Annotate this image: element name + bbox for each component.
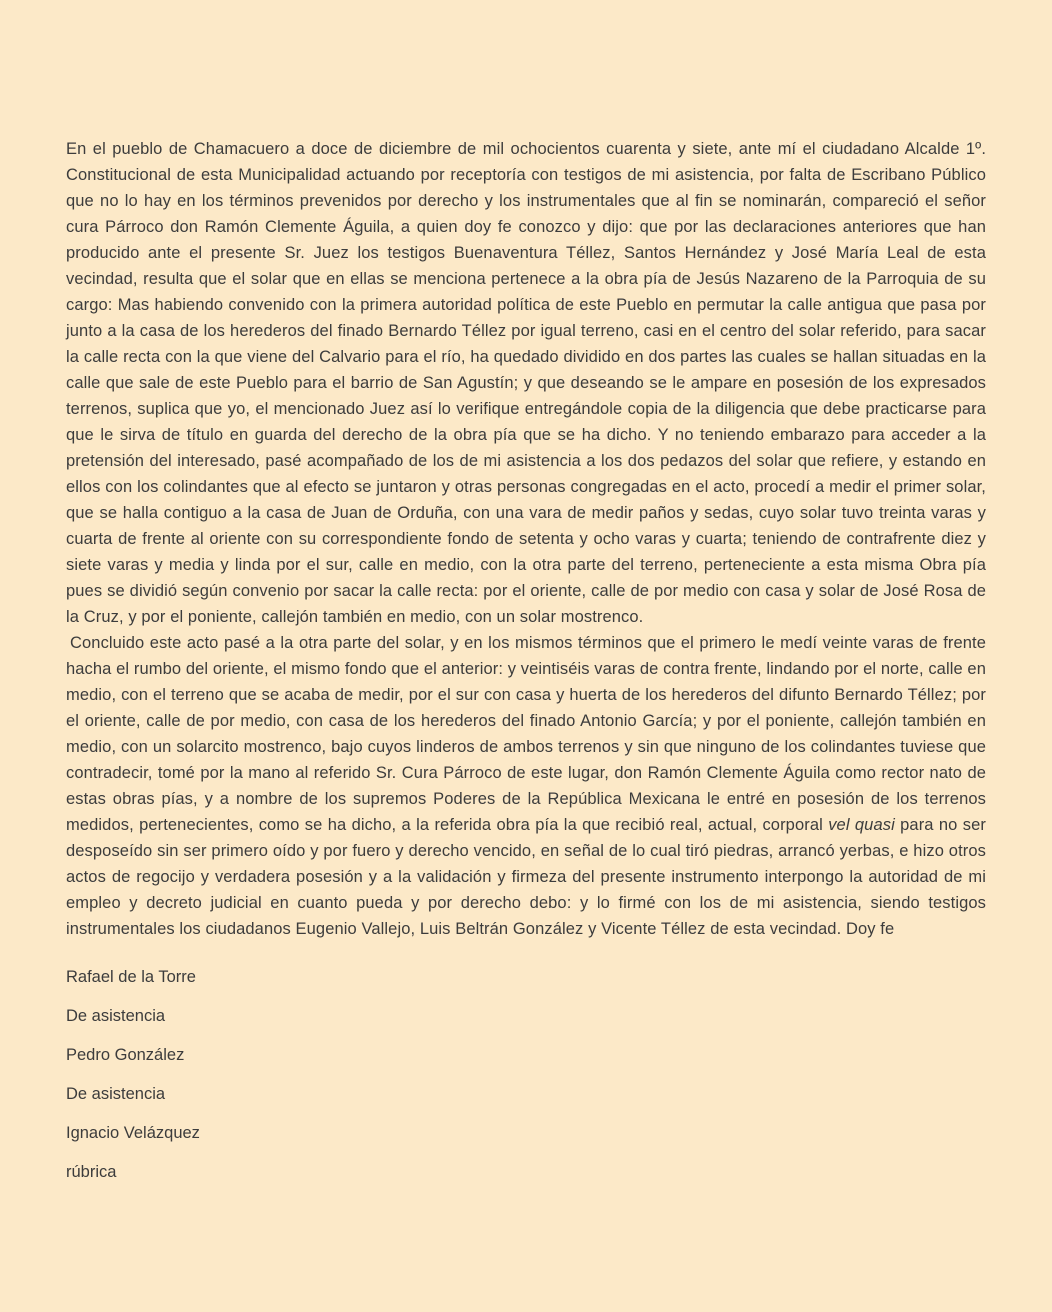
signature-role-de-asistencia-1: De asistencia	[66, 1007, 166, 1025]
signature-rubrica: rúbrica	[66, 1163, 117, 1181]
paragraph-2-text-before: Concluido este acto pasé a la otra parte del solar, y en los mismos términos que el primero le medí veinte varas de frente hacha el rumbo del oriente, el mismo fondo que el anterior: y veintiséis varas de contra frente, lindando por el norte, calle en medio, con el terreno que se acaba de medir, por el sur con casa y huerta de los herederos del difunto Bernardo Téllez; por el oriente, calle de por medio, con casa de los herederos del finado Antonio García; y por el poniente, callejón también en medio, con un solarcito mostrenco, bajo cuyos linderos de ambos terrenos y sin que ninguno de los colindantes tuviese que contradecir, tomé por la mano al referido Sr. Cura Párroco de este lugar, don Ramón Clemente Águila como rector nato de estas obras pías, y a nombre de los supremos Poderes de la República Mexicana le entré en posesión de los terrenos medidos, pertenecientes, como se ha dicho, a la referida obra pía la que recibió real, actual, corporal	[66, 634, 986, 834]
signature-block	[66, 951, 986, 1185]
signature-name-rafael-de-la-torre: Rafael de la Torre	[66, 968, 196, 986]
signature-name-ignacio-velazquez: Ignacio Velázquez	[66, 1124, 200, 1142]
latin-phrase-vel-quasi: vel quasi	[828, 816, 895, 834]
signature-name-pedro-gonzalez: Pedro González	[66, 1046, 185, 1064]
signature-role-de-asistencia-2: De asistencia	[66, 1085, 166, 1103]
paragraph-1: En el pueblo de Chamacuero a doce de diciembre de mil ochocientos cuarenta y siete, ante mí el ciudadano Alcalde 1º. Constitucional de esta Municipalidad actuando por receptoría con testigos de mi asistencia, por falta de Escribano Público que no lo hay en los términos prevenidos por derecho y los instrumentales que al fin se nominarán, compareció el señor cura Párroco don Ramón Clemente Águila, a quien doy fe conozco y dijo: que por las declaraciones anteriores que han producido ante el presente Sr. Juez los testigos Buenaventura Téllez, Santos Hernández y José María Leal de esta vecindad, resulta que el solar que en ellas se menciona pertenece a la obra pía de Jesús Nazareno de la Parroquia de su cargo: Mas habiendo convenido con la primera autoridad política de este Pueblo en permutar la calle antigua que pasa por junto a la casa de los herederos del finado Bernardo Téllez por igual terreno, casi en el centro del solar referido, para sacar la calle recta con la que viene del Calvario para el río, ha quedado dividido en dos partes las cuales se hallan situadas en la calle que sale de este Pueblo para el barrio de San Agustín; y que deseando se le ampare en posesión de los expresados terrenos, suplica que yo, el mencionado Juez así lo verifique entregándole copia de la diligencia que debe practicarse para que le sirva de título en guarda del derecho de la obra pía que se ha dicho. Y no teniendo embarazo para acceder a la pretensión del interesado, pasé acompañado de los de mi asistencia a los dos pedazos del solar que refiere, y estando en ellos con los colindantes que al efecto se juntaron y otras personas congregadas en el acto, procedí a medir el primer solar, que se halla contiguo a la casa de Juan de Orduña, con una vara de medir paños y sedas, cuyo solar tuvo treinta varas y cuarta de frente al oriente con su correspondiente fondo de setenta y ocho varas y cuarta; teniendo de contrafrente diez y siete varas y media y linda por el sur, calle en medio, con la otra parte del terreno, perteneciente a esta misma Obra pía pues se dividió según convenio por sacar la calle recta: por el oriente, calle de por medio con casa y solar de José Rosa de la Cruz, y por el poniente, callejón también en medio, con un solar mostrenco.	[66, 140, 986, 626]
paragraph-2	[66, 630, 986, 942]
paragraph-2-text-after: para no ser desposeído sin ser primero oído y por fuero y derecho vencido, en señal de lo cual tiró piedras, arrancó yerbas, e hizo otros actos de regocijo y verdadera posesión y a la validación y firmeza del presente instrumento interpongo la autoridad de mi empleo y decreto judicial en cuanto pueda y por derecho debo: y lo firmé con los de mi asistencia, siendo testigos instrumentales los ciudadanos Eugenio Vallejo, Luis Beltrán González y Vicente Téllez de esta vecindad. Doy fe	[66, 816, 986, 938]
